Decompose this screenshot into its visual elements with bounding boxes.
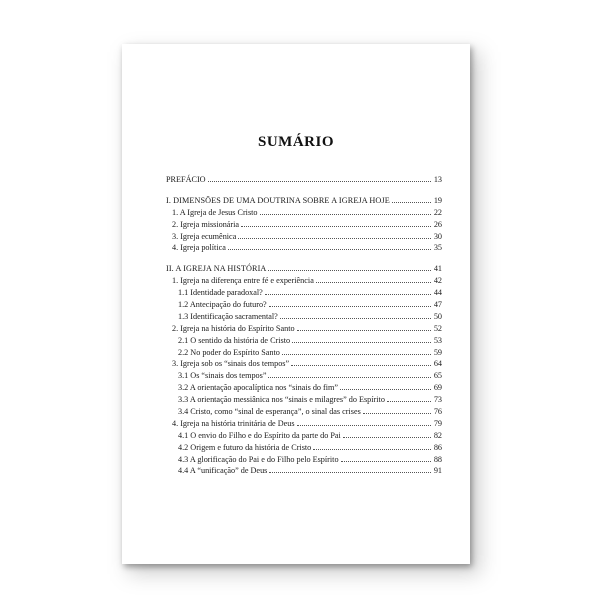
toc-entry-page: 44 [433,288,442,298]
toc-entry-page: 41 [433,264,442,274]
toc-entry [166,430,442,442]
toc-entry-label: I. DIMENSÕES DE UMA DOUTRINA SOBRE A IGREJA HOJE [166,195,390,205]
dot-leader [238,238,431,239]
toc-entry-part-1 [166,195,442,207]
dot-leader [297,425,431,426]
toc-entry [166,219,442,231]
dot-leader [297,330,431,331]
toc-entry-label: 3.1 Os “sinais dos tempos” [178,371,267,381]
dot-leader [292,342,431,343]
page-title: SUMÁRIO [257,134,334,150]
toc-entry-label: 4. Igreja política [172,243,226,253]
dot-leader [268,377,431,378]
dot-leader [241,226,431,227]
toc-entry-page: 82 [433,430,442,440]
toc-entry-page: 35 [433,243,442,253]
toc-entry-prefacio [166,174,442,186]
dot-leader [269,306,431,307]
dot-leader [387,401,431,402]
toc-entry [166,406,442,418]
toc-entry-page: 65 [433,371,442,381]
toc-entry-page: 26 [433,219,442,229]
toc-entry [166,311,442,323]
toc-entry-label: 4. Igreja na história trinitária de Deus [172,418,295,428]
toc-entry [166,207,442,219]
toc-entry [166,275,442,287]
dot-leader [316,282,431,283]
toc-entry-page: 88 [433,454,442,464]
dot-leader [282,354,431,355]
toc-entry [166,465,442,477]
toc-entry [166,323,442,335]
toc-entry-label: 1. A Igreja de Jesus Cristo [172,207,258,217]
toc-entry-page: 47 [433,300,442,310]
toc-entry-page: 76 [433,407,442,417]
dot-leader [341,461,431,462]
toc-entry-page: 59 [433,347,442,357]
toc-entry [166,335,442,347]
toc-entry-page: 50 [433,311,442,321]
toc-entry [166,382,442,394]
section-gap [166,254,442,263]
dot-leader [291,365,431,366]
toc-entry [166,454,442,466]
dot-leader [280,318,431,319]
toc-entry-label: 3. Igreja sob os “sinais dos tempos” [172,359,290,369]
toc-entry [166,394,442,406]
table-of-contents [166,174,442,477]
toc-entry-page: 42 [433,276,442,286]
toc-entry-label: II. A IGREJA NA HISTÓRIA [166,264,267,274]
dot-leader [269,472,431,473]
toc-entry-label: 3. Igreja ecumênica [172,231,237,241]
toc-entry-page: 73 [433,395,442,405]
toc-entry-label: 2. Igreja na história do Espírito Santo [172,323,295,333]
section-gap [166,186,442,195]
toc-entry [166,442,442,454]
toc-entry-label: 3.2 A orientação apocalíptica nos “sinais do fim” [178,383,339,393]
toc-entry-label: 2. Igreja missionária [172,219,240,229]
dot-leader [208,181,431,182]
toc-entry-label: 2.2 No poder do Espírito Santo [178,347,280,357]
toc-entry-page: 64 [433,359,442,369]
toc-entry-label: 4.4 A “unificação” de Deus [178,466,268,476]
toc-entry [166,231,442,243]
toc-entry-page: 53 [433,335,442,345]
dot-leader [228,249,431,250]
toc-entry-label: 3.3 A orientação messiânica nos “sinais e milagres” do Espírito [178,395,385,405]
toc-entry-page: 13 [433,175,442,184]
toc-entry-page: 22 [433,207,442,217]
dot-leader [268,270,431,271]
toc-entry-page: 19 [433,195,442,205]
dot-leader [343,437,431,438]
toc-entry-label: 1.3 Identificação sacramental? [178,311,278,321]
toc-entry [166,242,442,254]
toc-entry-label: 1.2 Antecipação do futuro? [178,300,267,310]
book-page [122,44,470,564]
toc-entry-page: 91 [433,466,442,476]
dot-leader [340,389,431,390]
dot-leader [363,413,431,414]
toc-entry-label: 1.1 Identidade paradoxal? [178,288,263,298]
dot-leader [260,214,431,215]
dot-leader [265,294,431,295]
toc-entry-page: 30 [433,231,442,241]
toc-entry-page: 69 [433,383,442,393]
toc-entry [166,358,442,370]
toc-entry-label: 2.1 O sentido da história de Cristo [178,335,291,345]
toc-entry-label: 1. Igreja na diferença entre fé e experiência [172,276,314,286]
toc-entry-page: 79 [433,418,442,428]
toc-entry-label: 4.1 O envio do Filho e do Espírito da parte do Pai [178,430,341,440]
dot-leader [313,449,431,450]
toc-entry-label: PREFÁCIO [166,175,206,184]
toc-entry-label: 4.3 A glorificação do Pai e do Filho pelo Espírito [178,454,339,464]
toc-entry [166,418,442,430]
toc-entry-part-2 [166,263,442,275]
toc-entry [166,299,442,311]
toc-entry-page: 52 [433,323,442,333]
toc-entry [166,287,442,299]
toc-entry [166,347,442,359]
toc-entry-label: 4.2 Origem e futuro da história de Cristo [178,442,312,452]
toc-entry [166,370,442,382]
dot-leader [392,202,431,203]
toc-entry-page: 86 [433,442,442,452]
toc-entry-label: 3.4 Cristo, como “sinal de esperança”, o sinal das crises [178,407,361,417]
